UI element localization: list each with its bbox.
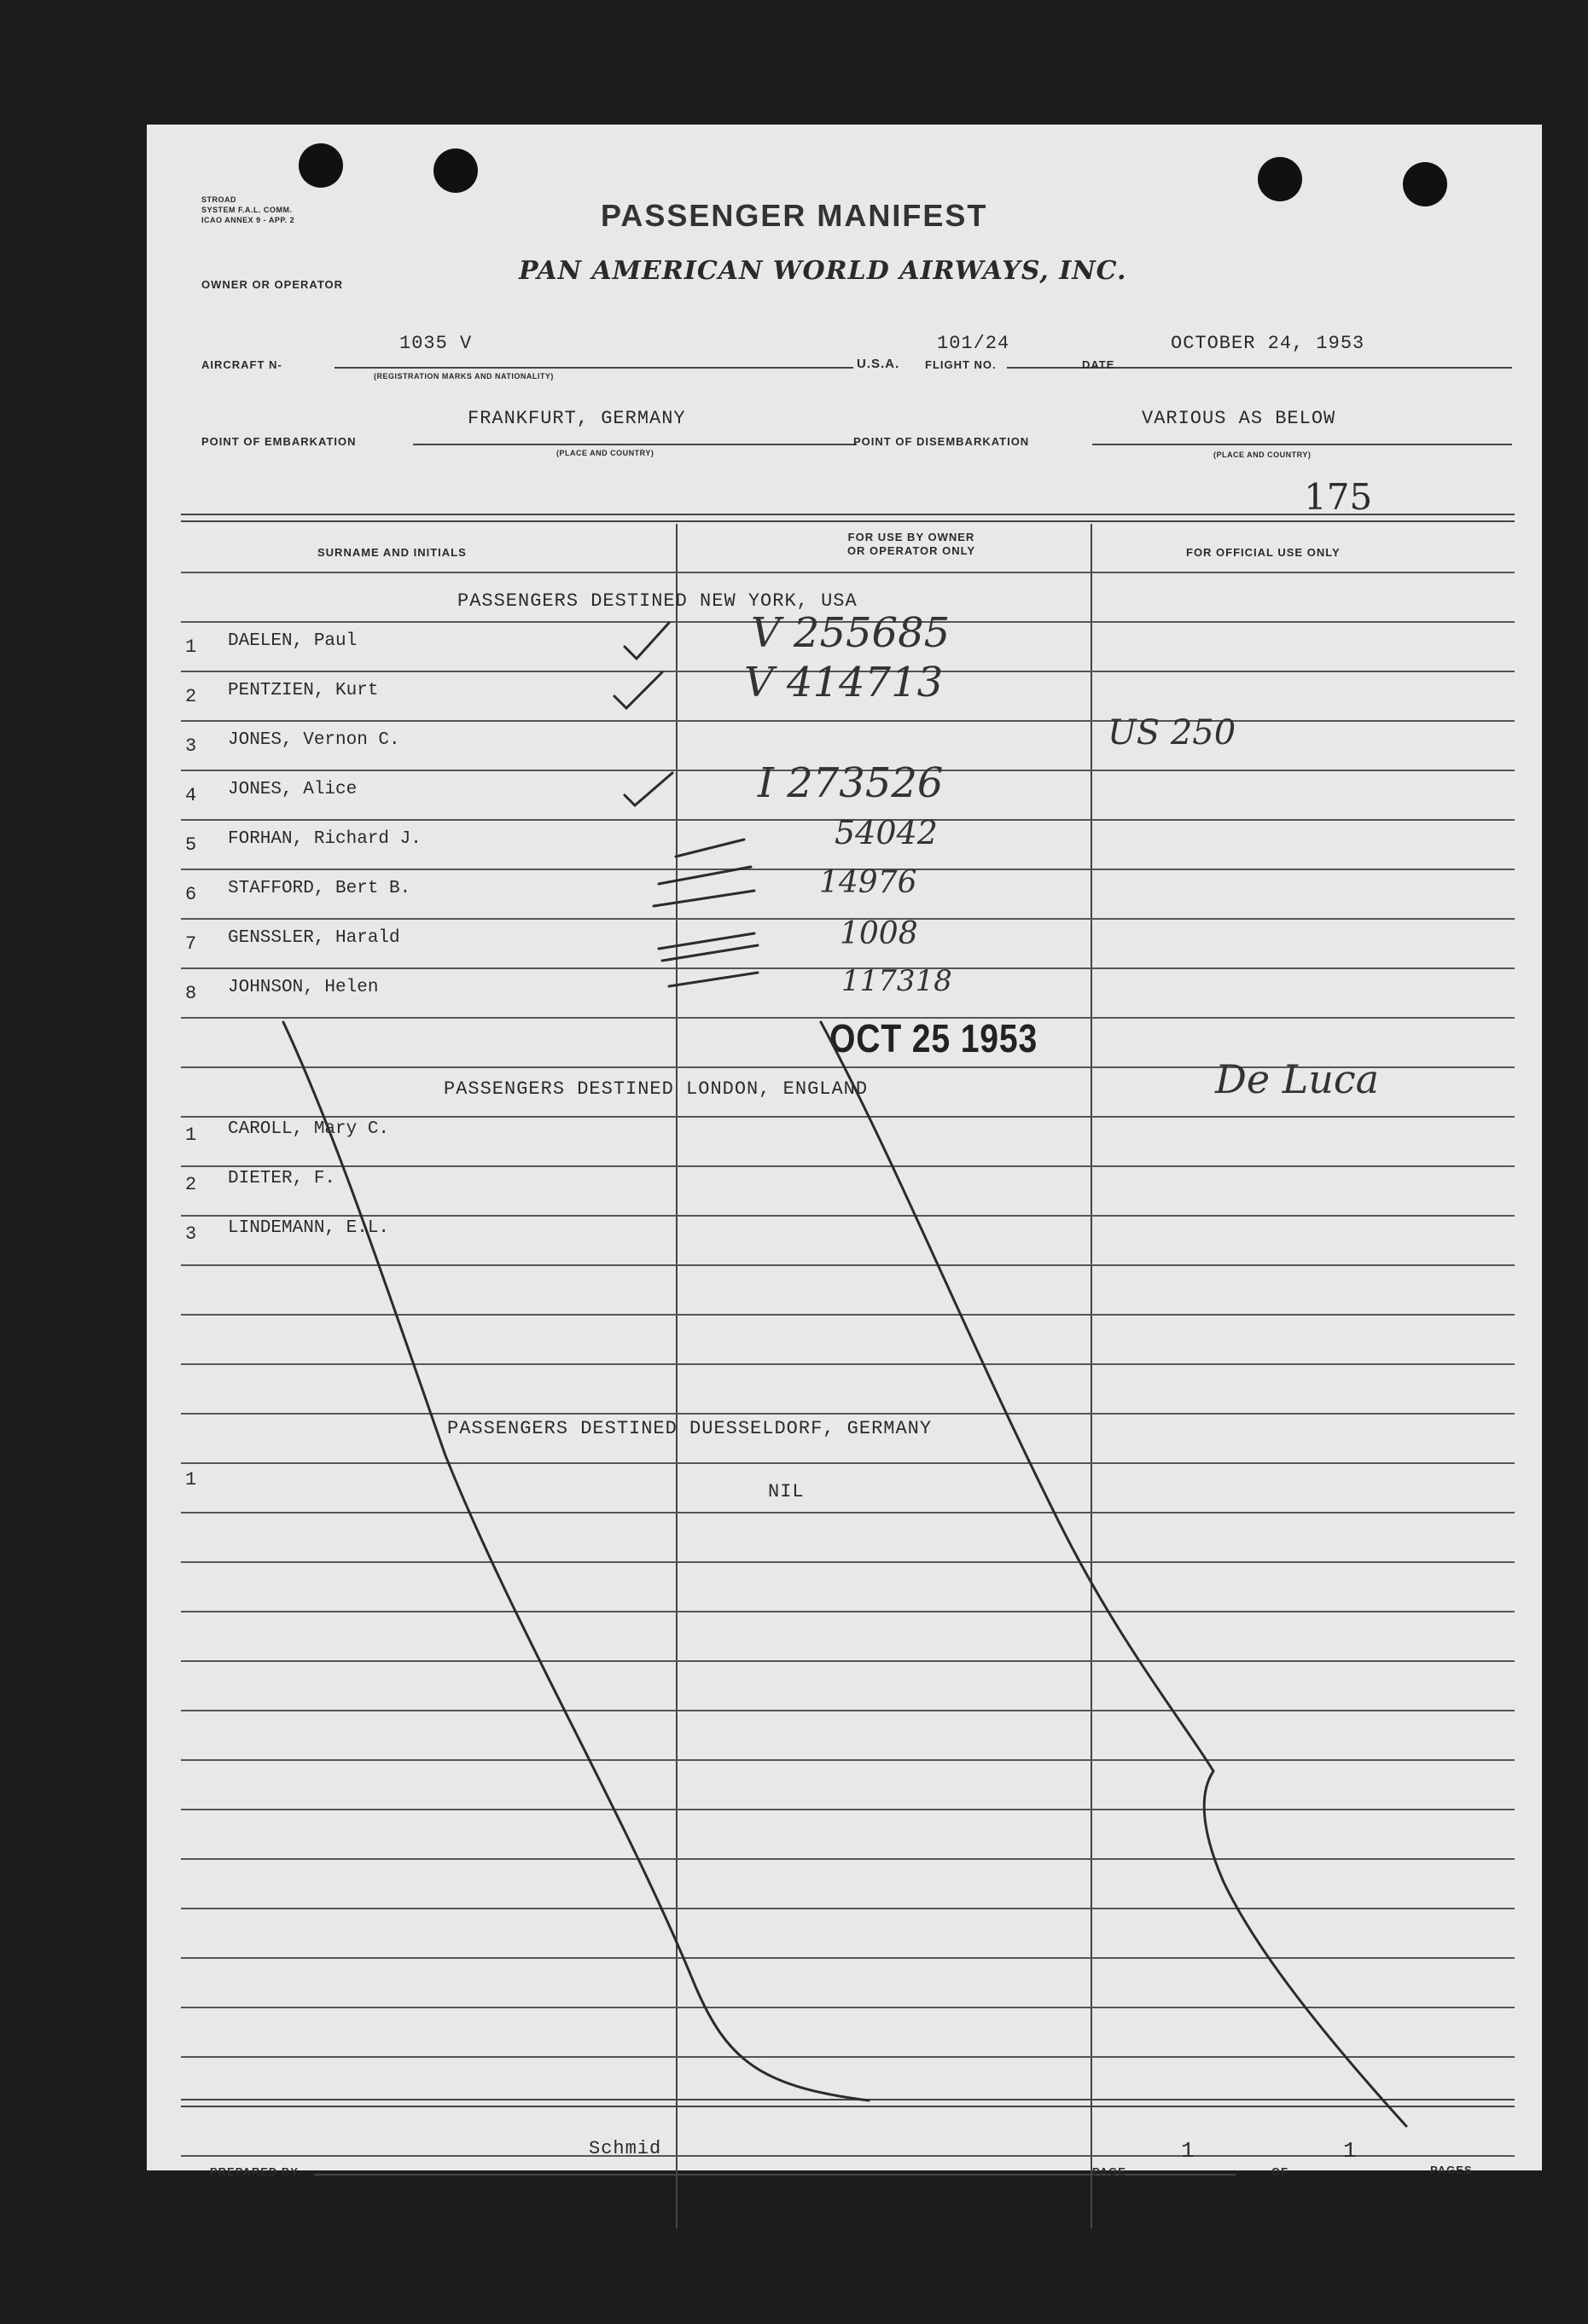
passenger-number: 1: [185, 1124, 197, 1146]
section-heading: PASSENGERS DESTINED LONDON, ENGLAND: [444, 1078, 869, 1100]
of-value: 1: [1343, 2138, 1357, 2164]
cancel-line: [821, 1022, 1406, 2126]
section-heading: PASSENGERS DESTINED DUESSELDORF, GERMANY: [447, 1418, 933, 1439]
col-header-operator-line: OR OPERATOR ONLY: [846, 544, 976, 557]
flight-value: 101/24: [937, 333, 1010, 354]
passenger-number: 1: [185, 636, 197, 658]
passenger-number: 1: [185, 1469, 197, 1490]
check-mark: [614, 672, 662, 708]
passenger-official-number: US 250: [1108, 713, 1236, 752]
date-value: OCTOBER 24, 1953: [1171, 333, 1365, 354]
embarkation-label: POINT OF EMBARKATION: [201, 435, 357, 448]
of-label: OF: [1271, 2165, 1289, 2178]
passenger-name: JOHNSON, Helen: [228, 978, 379, 997]
dash-mark: [669, 973, 758, 986]
passenger-number: 8: [185, 983, 197, 1004]
usa-label: U.S.A.: [857, 357, 900, 371]
passenger-number: 4: [185, 785, 197, 806]
owner-value: PAN AMERICAN WORLD AIRWAYS, INC.: [519, 256, 1127, 286]
aircraft-sublabel: (REGISTRATION MARKS AND NATIONALITY): [374, 372, 554, 381]
cancel-line: [283, 1022, 869, 2100]
passenger-name: DAELEN, Paul: [228, 631, 358, 651]
passenger-operator-number: V 255685: [751, 609, 951, 657]
owner-label: OWNER OR OPERATOR: [201, 278, 344, 291]
dash-mark: [654, 891, 754, 906]
page-value: 1: [1181, 2138, 1195, 2164]
dash-mark: [659, 933, 758, 961]
dash-mark: [659, 840, 751, 884]
passenger-operator-number: 54042: [835, 814, 938, 851]
section-heading: PASSENGERS DESTINED NEW YORK, USA: [457, 590, 858, 612]
prepared-value: Schmid: [589, 2138, 662, 2159]
page-label: PAGE: [1092, 2165, 1126, 2178]
pages-label: PAGES: [1430, 2164, 1473, 2176]
prepared-label: PREPARED BY: [210, 2165, 299, 2178]
signature: De Luca: [1215, 1056, 1380, 1102]
col-header-name: SURNAME AND INITIALS: [317, 546, 467, 559]
sheet-number: 175: [1304, 476, 1373, 518]
disembarkation-sublabel: (PLACE AND COUNTRY): [1213, 450, 1312, 459]
passenger-number: 6: [185, 884, 197, 905]
passenger-number: 2: [185, 1174, 197, 1195]
disembarkation-value: VARIOUS AS BELOW: [1142, 408, 1336, 429]
flight-label: FLIGHT NO.: [925, 358, 997, 371]
form-code-line: STROAD: [201, 195, 236, 204]
aircraft-value: 1035 V: [399, 333, 473, 354]
passenger-name: LINDEMANN, E.L.: [228, 1218, 390, 1238]
form-code-line: ICAO ANNEX 9 - APP. 2: [201, 216, 295, 224]
manifest-sheet: [147, 125, 1542, 2178]
embarkation-value: FRANKFURT, GERMANY: [468, 408, 686, 429]
passenger-operator-number: 117318: [841, 964, 952, 998]
passenger-operator-number: 14976: [819, 865, 917, 900]
passenger-name: STAFFORD, Bert B.: [228, 879, 411, 898]
passenger-number: 3: [185, 1223, 197, 1245]
date-stamp: OCT 25 1953: [829, 1016, 1038, 1060]
embarkation-sublabel: (PLACE AND COUNTRY): [556, 449, 654, 457]
passenger-number: 5: [185, 834, 197, 856]
passenger-name: DIETER, F.: [228, 1169, 336, 1188]
passenger-name: CAROLL, Mary C.: [228, 1119, 390, 1139]
passenger-operator-number: I 273526: [758, 759, 944, 807]
passenger-number: 3: [185, 735, 197, 757]
handwritten-marks: [147, 125, 1542, 2170]
passenger-name: GENSSLER, Harald: [228, 928, 400, 948]
passenger-number: 7: [185, 933, 197, 955]
disembarkation-label: POINT OF DISEMBARKATION: [853, 435, 1030, 448]
form-title: PASSENGER MANIFEST: [601, 198, 988, 233]
date-label: DATE: [1082, 358, 1115, 371]
passenger-name: JONES, Vernon C.: [228, 730, 400, 750]
aircraft-label: AIRCRAFT N-: [201, 358, 282, 371]
passenger-name: JONES, Alice: [228, 780, 358, 799]
form-code-line: SYSTEM F.A.L. COMM.: [201, 206, 293, 214]
passenger-name: FORHAN, Richard J.: [228, 829, 422, 849]
passenger-operator-number: NIL: [768, 1481, 805, 1502]
passenger-operator-number: V 414713: [744, 659, 944, 706]
check-mark: [625, 773, 672, 805]
col-header-operator-line: FOR USE BY OWNER: [847, 531, 975, 543]
passenger-operator-number: 1008: [840, 916, 918, 951]
passenger-number: 2: [185, 686, 197, 707]
col-header-official: FOR OFFICIAL USE ONLY: [1186, 546, 1341, 559]
passenger-name: PENTZIEN, Kurt: [228, 681, 379, 700]
check-mark: [625, 623, 669, 659]
